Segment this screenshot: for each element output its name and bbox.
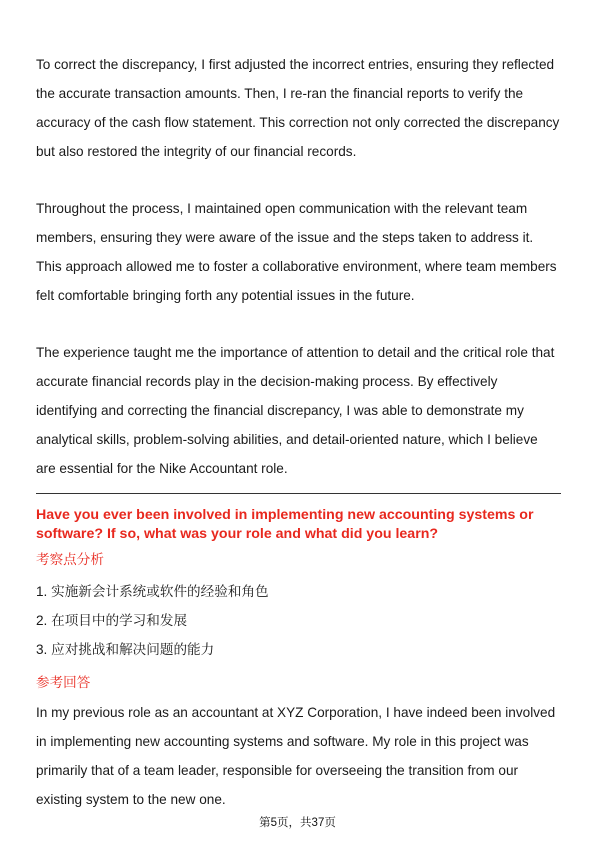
list-item: 3. 应对挑战和解决问题的能力 [36, 642, 215, 657]
body-paragraph: The experience taught me the importance of attention to detail and the critical role that accurate financial records play in the decision-making process. By effectively identifying and correcting the financial discrepancy, I was able to demonstrate my analytical skills, problem-solving abilities, and detail-oriented nature, which I believe are essential for the Nike Accountant role. [36, 345, 555, 476]
analysis-label: 考察点分析 [36, 552, 104, 567]
body-paragraph: Throughout the process, I maintained open communication with the relevant team members, ensuring they were aware of the issue and the steps taken to address it. This approach allowed me to foster a collaborative environment, where team members felt comfortable bringing forth any potential issues in the future. [36, 201, 557, 303]
analysis-list [36, 577, 561, 664]
answer-paragraph: In my previous role as an accountant at XYZ Corporation, I have indeed been involved in implementing new accounting systems and software. My role in this project was primarily that of a team leader, responsible for overseeing the transition from our existing system to the new one. [36, 705, 556, 807]
body-paragraph: To correct the discrepancy, I first adjusted the incorrect entries, ensuring they reflected the accurate transaction amounts. Then, I re-ran the financial reports to verify the accuracy of the cash flow statement. This correction not only corrected the discrepancy but also restored the integrity of our financial records. [36, 57, 560, 159]
list-item: 2. 在项目中的学习和发展 [36, 613, 188, 628]
question-heading: Have you ever been involved in implementing new accounting systems or software? If so, what was your role and what did you learn? [36, 507, 534, 542]
list-item: 1. 实施新会计系统或软件的经验和角色 [36, 584, 269, 599]
page-number: 第5页，共37页 [259, 817, 336, 829]
document-page [36, 50, 561, 814]
section-divider [36, 493, 561, 494]
answer-label: 参考回答 [36, 675, 91, 690]
